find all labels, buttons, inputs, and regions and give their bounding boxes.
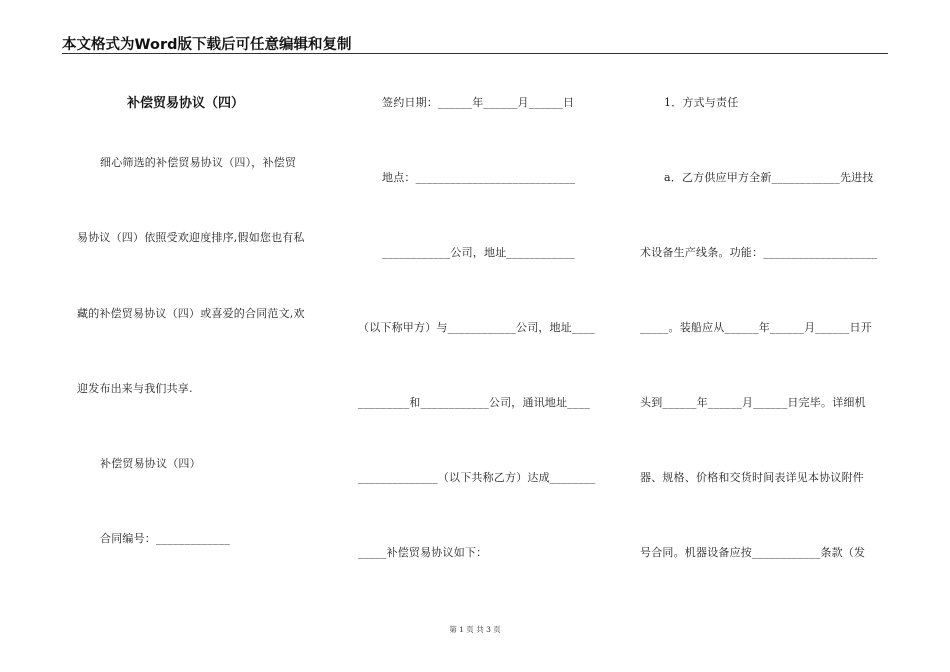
paragraph-line: a．乙方供应甲方全新____________先进技 bbox=[664, 171, 874, 184]
paragraph-line: 头到______年______月______日完毕。详细机 bbox=[640, 396, 866, 409]
paragraph-line: （以下称甲方）与____________公司，地址____ bbox=[358, 321, 595, 334]
document-title: 补偿贸易协议（四） bbox=[127, 96, 245, 111]
paragraph-line: 藏的补偿贸易协议（四）或喜爱的合同范文,欢 bbox=[77, 307, 305, 320]
paragraph-line: ____________公司，地址____________ bbox=[382, 246, 575, 259]
paragraph-line: 器、规格、价格和交货时间表详见本协议附件 bbox=[640, 471, 864, 484]
section-heading: 补偿贸易协议（四） bbox=[100, 457, 201, 470]
paragraph-line: ______________（以下共称乙方）达成________ bbox=[358, 471, 596, 484]
paragraph-line: _____。装船应从______年______月______日开 bbox=[640, 321, 872, 334]
paragraph-line: 术设备生产线条。功能：____________________ bbox=[640, 246, 878, 259]
signing-date: 签约日期：______年______月______日 bbox=[382, 96, 575, 109]
clause-heading: 1．方式与责任 bbox=[664, 96, 739, 109]
paragraph-line: _________和____________公司，通讯地址____ bbox=[358, 396, 591, 409]
signing-location: 地点：____________________________ bbox=[382, 171, 576, 184]
page-number: 第 1 页 共 3 页 bbox=[449, 625, 501, 634]
paragraph-line: 迎发布出来与我们共享. bbox=[77, 382, 193, 395]
header-text: 本文格式为Word版下载后可任意编辑和复制 bbox=[62, 37, 352, 53]
paragraph-line: 号合同。机器设备应按____________条款（发 bbox=[640, 546, 866, 559]
contract-number: 合同编号：_____________ bbox=[100, 532, 231, 545]
paragraph-line: 细心筛选的补偿贸易协议（四），补偿贸 bbox=[100, 156, 297, 169]
paragraph-line: _____补偿贸易协议如下： bbox=[358, 546, 488, 559]
paragraph-line: 易协议（四）依照受欢迎度排序,假如您也有私 bbox=[77, 231, 305, 244]
page-header bbox=[62, 33, 888, 54]
